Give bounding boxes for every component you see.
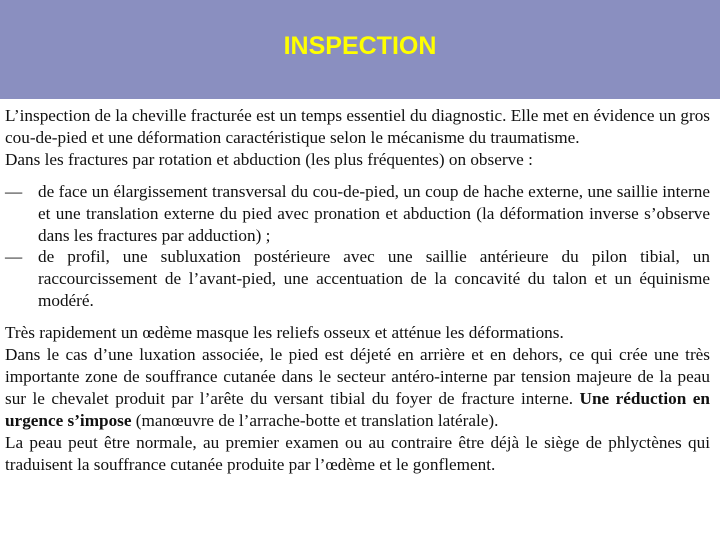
title-bar [0,0,720,100]
document-excerpt [0,99,720,540]
dash-mark: — [5,247,23,267]
paragraph-rotation: Dans les fractures par rotation et abduction (les plus fréquentes) on observe : [5,149,533,169]
dash-item-profil-text: de profil, une subluxation postérieure avec une saillie antérieure du pilon tibial, un raccourcissement de l’avant-pied, une accentuation de la concavité du talon et un équinisme modéré. [38,247,710,311]
dash-mark: — [5,181,23,201]
luxation-text: Dans le cas d’une luxation associée, le pied est déjeté en arrière et en dehors, ce qui crée une très importante zone de souffrance cutanée dans le secteur antéro-interne par tension majeure de la peau sur le chevalet produit par l’arête du versant tibial du foyer de fracture interne. [5,345,710,408]
paragraph-peau: La peau peut être normale, au premier examen ou au contraire être déjà le siège de phlyctènes qui traduisent la souffrance cutanée produite par l’œdème et le gonflement. [5,432,710,474]
spacer [5,171,710,181]
luxation-bold-text: Une réduction en urgence s’impose [5,388,710,430]
dash-item-profil [5,246,710,312]
spacer [5,312,710,322]
dash-item-face [5,181,710,247]
slide-title: INSPECTION [283,32,437,60]
paragraph-intro: L’inspection de la cheville fracturée est un temps essentiel du diagnostic. Elle met en évidence un gros cou-de-pied et une déformation caractéristique selon le mécanisme du traumatisme. [5,106,710,147]
paragraph-luxation [5,344,710,432]
dash-item-face-text: de face un élargissement transversal du cou-de-pied, un coup de hache externe, une saillie interne et une translation externe du pied avec pronation et abduction (la déformation inverse s’observe dans les fractures par adduction) ; [38,181,710,245]
paragraph-oedeme: Très rapidement un œdème masque les reliefs osseux et atténue les déformations. [5,323,564,343]
luxation-text-end: (manœuvre de l’arrache-botte et translation latérale). [131,410,499,430]
